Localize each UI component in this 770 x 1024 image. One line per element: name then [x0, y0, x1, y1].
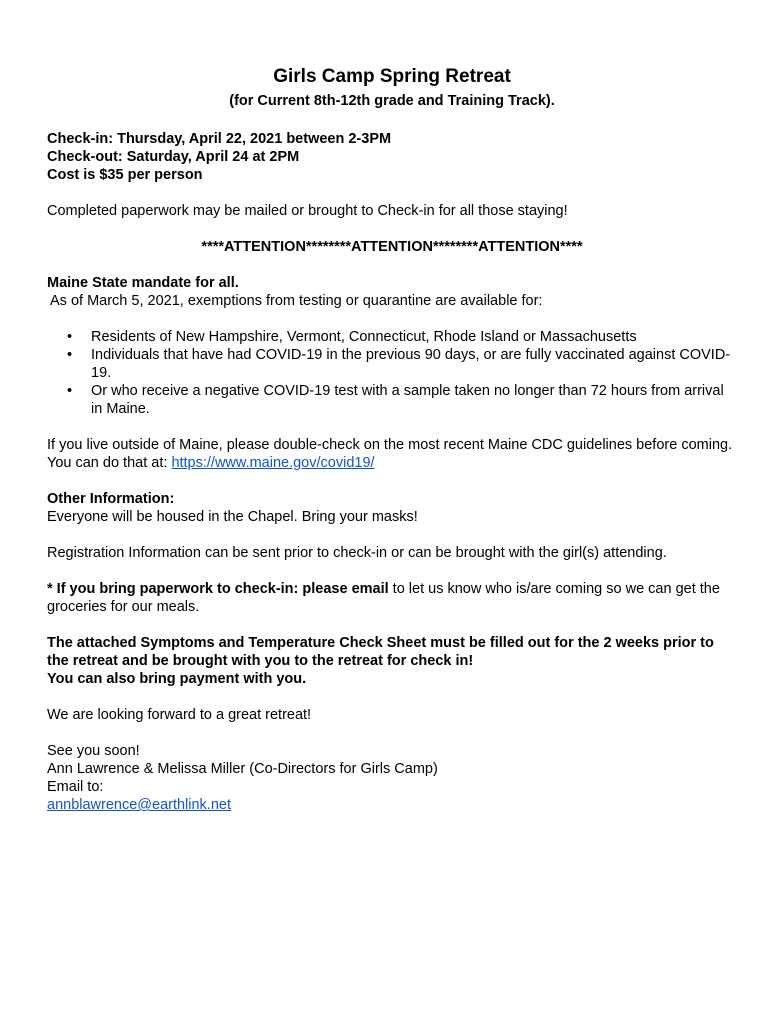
document-subtitle: (for Current 8th-12th grade and Training Track).: [229, 93, 555, 109]
attention-banner: ****ATTENTION********ATTENTION********ATTENTION****: [201, 239, 583, 255]
document-title: Girls Camp Spring Retreat: [273, 66, 511, 87]
list-item-text: Or who receive a negative COVID-19 test with a sample taken no longer than 72 hours from arrival in Maine.: [91, 383, 724, 417]
closing-forward: We are looking forward to a great retreat!: [47, 707, 312, 723]
outside-maine-text: If you live outside of Maine, please double-check on the most recent Maine CDC guidelines before coming. You can do that at:: [47, 437, 733, 471]
mandate-intro: As of March 5, 2021, exemptions from testing or quarantine are available for:: [50, 293, 543, 309]
paperwork-note: Completed paperwork may be mailed or brought to Check-in for all those staying!: [47, 203, 568, 219]
signature-line: Ann Lawrence & Melissa Miller (Co-Directors for Girls Camp): [47, 761, 438, 777]
list-item-text: Residents of New Hampshire, Vermont, Connecticut, Rhode Island or Massachusetts: [91, 329, 637, 345]
see-you-line: See you soon!: [47, 743, 140, 759]
checkout-line: Check-out: Saturday, April 24 at 2PM: [47, 149, 300, 165]
list-item-text: Individuals that have had COVID-19 in the previous 90 days, or are fully vaccinated against COVID-19.: [91, 347, 731, 381]
email-note-bold: * If you bring paperwork to check-in: please email: [47, 581, 389, 597]
list-item: [47, 328, 737, 346]
event-details: [47, 130, 737, 184]
email-note: [47, 580, 737, 616]
maine-cdc-link[interactable]: https://www.maine.gov/covid19/: [171, 455, 375, 471]
symptoms-note: The attached Symptoms and Temperature Check Sheet must be filled out for the 2 weeks prior to the retreat and be brought with you to the retreat for check in!: [47, 635, 714, 669]
mandate-heading: Maine State mandate for all.: [47, 275, 239, 291]
symptoms-section: [47, 634, 737, 688]
mandate-section: [47, 274, 737, 418]
document-page: [47, 66, 737, 814]
other-info-section: [47, 490, 737, 526]
cost-line: Cost is $35 per person: [47, 167, 203, 183]
list-item: [47, 346, 737, 382]
other-info-heading: Other Information:: [47, 491, 175, 507]
contact-email-link[interactable]: annblawrence@earthlink.net: [47, 797, 231, 813]
checkin-line: Check-in: Thursday, April 22, 2021 between 2-3PM: [47, 131, 392, 147]
exemption-list: [47, 328, 737, 418]
email-label: Email to:: [47, 779, 104, 795]
payment-note: You can also bring payment with you.: [47, 671, 307, 687]
bullet-icon: •: [67, 347, 73, 363]
list-item: [47, 382, 737, 418]
registration-note: Registration Information can be sent prior to check-in or can be brought with the girl(s) attending.: [47, 545, 667, 561]
email-note-rest: to let us know who is/are coming so we can get the groceries for our meals.: [47, 581, 720, 615]
bullet-icon: •: [67, 383, 73, 399]
bullet-icon: •: [67, 329, 73, 345]
outside-maine-note: [47, 436, 737, 472]
housing-note: Everyone will be housed in the Chapel. Bring your masks!: [47, 509, 418, 525]
signature-block: [47, 742, 737, 814]
